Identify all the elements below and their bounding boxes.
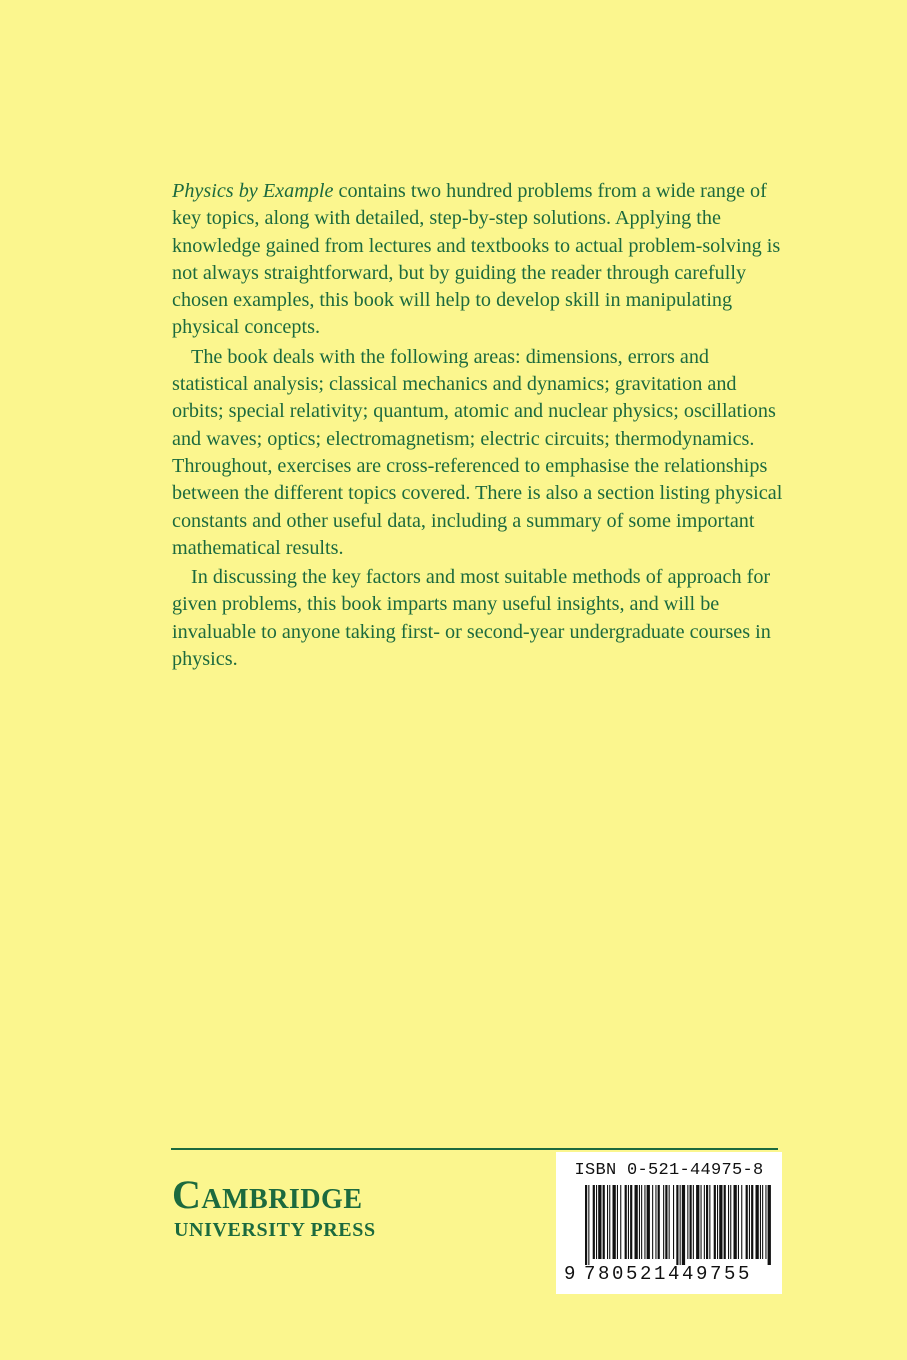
barcode-bar [756,1185,759,1259]
barcode-bar [669,1185,670,1259]
barcode-bar [585,1185,587,1265]
barcode-bar [609,1185,610,1259]
barcode-bar [690,1185,692,1259]
barcode-bar [687,1185,688,1259]
barcode-bar [630,1185,632,1259]
barcode-bar [639,1185,640,1259]
barcode-bar [588,1185,589,1265]
publisher-subtitle: UNIVERSITY PRESS [174,1219,376,1241]
barcode-bar [673,1185,674,1259]
barcode-bar [682,1185,685,1265]
blurb-paragraph-1-text: contains two hundred problems from a wide range of key topics, along with detailed, step-by-step solutions. Applying the knowledge gained from lectures and textbooks to actual problem-solving is not always straightforward, but by guiding the reader through carefully chosen examples, this book will help to develop skill in manipulating physical concepts. [172,180,781,339]
blurb-paragraph-2: The book deals with the following areas: dimensions, errors and statistical analysis; classical mechanics and dynamics; gravitation and orbits; special relativity; quantum, atomic and nuclear physics; oscillations and waves; optics; electromagnetism; electric circuits; thermodynamics. Throughout, exercises are cross-referenced to emphasise the relationships between the different topics covered. There is also a section listing physical constants and other useful data, including a summary of some important mathematical results. [172,345,783,559]
barcode-bar [765,1185,766,1259]
barcode-bar [625,1185,627,1259]
barcode-bar [596,1185,597,1259]
barcode-bar [724,1185,726,1259]
barcode-bar [762,1185,763,1259]
barcode-bar [738,1185,739,1259]
barcode-bar [680,1185,681,1265]
barcode-bar [706,1185,708,1259]
barcode-bar [730,1185,731,1259]
publisher-logo [172,1172,376,1241]
barcode-bar [613,1185,616,1259]
barcode-bar [593,1185,595,1259]
publisher-name: Cambridge [172,1172,363,1217]
barcode-bar [728,1185,729,1259]
barcode-bar [719,1185,722,1259]
barcode-bar [647,1185,650,1259]
back-cover-blurb [172,178,787,673]
ean-first-digit: 9 [564,1263,576,1285]
barcode-bar [734,1185,737,1259]
barcode-bar [693,1185,694,1259]
barcode-bar [676,1185,678,1265]
barcode-bar [749,1185,750,1259]
barcode-bar [652,1185,653,1259]
barcode-bar [760,1185,761,1259]
barcode-bar [628,1185,629,1259]
barcode-bar [617,1185,618,1259]
barcode-bar [598,1185,601,1259]
isbn-number: ISBN 0-521-44975-8 [574,1161,764,1180]
barcode-bar [714,1185,716,1259]
ean-digits: 780521449755 [584,1263,753,1285]
barcode-panel [556,1152,782,1294]
barcode-bar [696,1185,699,1259]
barcode-bar [751,1185,753,1259]
barcode-icon [584,1185,774,1265]
divider-rule [171,1148,778,1150]
barcode-bar [741,1185,742,1259]
barcode-bar [663,1185,664,1259]
barcode-bar [701,1185,702,1259]
barcode-bar [603,1185,605,1259]
barcode-bar [644,1185,645,1259]
barcode-bar [655,1185,656,1259]
barcode-bar [746,1185,748,1259]
blurb-paragraph-3: In discussing the key factors and most suitable methods of approach for given problems, this book imparts many useful insights, and will be invaluable to anyone taking first- or second-year undergraduate courses in physics. [172,566,771,671]
barcode-bar [607,1185,608,1259]
barcode-bar [620,1185,621,1259]
barcode-bar [717,1185,718,1259]
barcode-bar [641,1185,642,1259]
barcode-bar [665,1185,667,1259]
barcode-bar [709,1185,710,1259]
barcode-bar [704,1185,705,1259]
barcode-bar [658,1185,660,1259]
barcode-bar [768,1185,771,1265]
book-title-italic: Physics by Example [172,180,334,202]
barcode-bar [635,1185,638,1259]
blurb-paragraph-1 [172,178,787,342]
